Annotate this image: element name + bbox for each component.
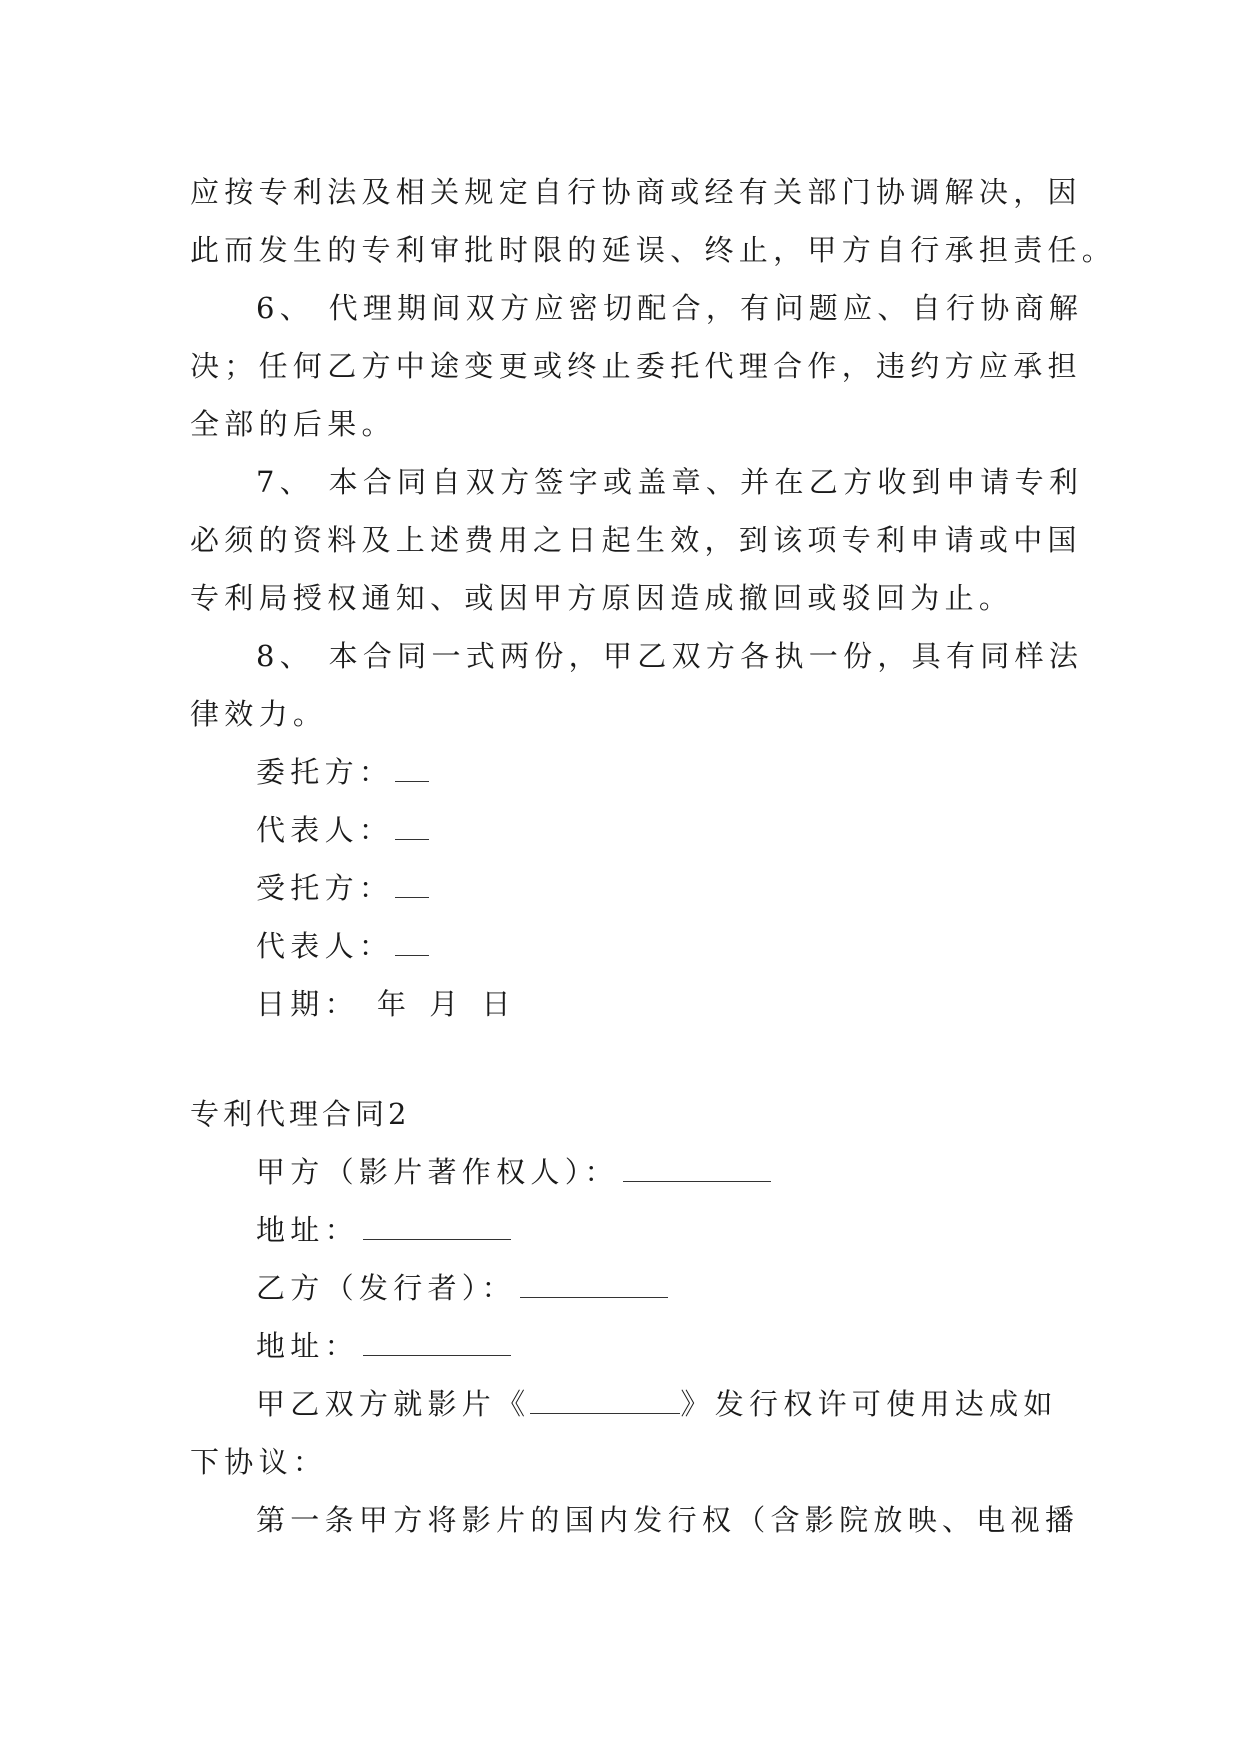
paragraph-8-line-2: 律效力。 xyxy=(190,697,328,731)
address-b-blank xyxy=(363,1333,511,1356)
address-b-label: 地址： xyxy=(256,1329,359,1363)
date-year: 年 xyxy=(376,987,412,1021)
document-body xyxy=(190,163,1117,1549)
signature-client xyxy=(190,743,1050,801)
paragraph-5-line-1: 应按专利法及相关规定自行协商或经有关部门协调解决，因 xyxy=(190,175,1082,209)
client-rep-label: 代表人： xyxy=(256,813,394,847)
signature-client-rep xyxy=(190,801,1050,859)
client-rep-blank xyxy=(395,817,429,840)
date-month: 月 xyxy=(429,987,464,1021)
address-a-blank xyxy=(363,1217,511,1240)
film-title-blank xyxy=(530,1391,680,1414)
party-b-label: 乙方（发行者）： xyxy=(256,1271,516,1305)
party-b-blank xyxy=(520,1275,668,1298)
party-a-label: 甲方（影片著作权人）： xyxy=(256,1155,619,1189)
paragraph-8-line-1: 8、 本合同一式两份，甲乙双方各执一份，具有同样法 xyxy=(256,639,1084,673)
contract-2-title: 专利代理合同2 xyxy=(190,1097,411,1131)
agent-blank xyxy=(395,875,429,898)
agent-label: 受托方： xyxy=(256,871,394,905)
address-a xyxy=(190,1201,1050,1259)
client-label: 委托方： xyxy=(256,755,394,789)
signature-date xyxy=(190,975,1050,1033)
signature-agent-rep xyxy=(190,917,1050,975)
signature-agent xyxy=(190,859,1050,917)
agreement-post: 》发行权许可使用达成如 xyxy=(680,1387,1058,1421)
paragraph-5-line-2: 此而发生的专利审批时限的延误、终止，甲方自行承担责任。 xyxy=(190,233,1117,267)
paragraph-6-line-1: 6、 代理期间双方应密切配合，有问题应、自行协商解 xyxy=(256,291,1084,325)
party-b xyxy=(190,1259,1050,1317)
address-a-label: 地址： xyxy=(256,1213,359,1247)
date-day: 日 xyxy=(481,987,516,1021)
agreement-line-2: 下协议： xyxy=(190,1445,328,1479)
party-a-blank xyxy=(623,1159,771,1182)
date-label: 日期： xyxy=(256,987,359,1021)
address-b xyxy=(190,1317,1050,1375)
article-1-line-1: 第一条甲方将影片的国内发行权（含影院放映、电视播 xyxy=(256,1503,1080,1537)
party-a xyxy=(190,1143,1050,1201)
paragraph-6-line-3: 全部的后果。 xyxy=(190,407,396,441)
agent-rep-label: 代表人： xyxy=(256,929,394,963)
paragraph-7-line-3: 专利局授权通知、或因甲方原因造成撤回或驳回为止。 xyxy=(190,581,1014,615)
agreement-line-1 xyxy=(190,1375,1058,1433)
agent-rep-blank xyxy=(395,933,429,956)
section-gap xyxy=(190,1033,1050,1085)
paragraph-6-line-2: 决；任何乙方中途变更或终止委托代理合作，违约方应承担 xyxy=(190,349,1082,383)
paragraph-7-line-1: 7、 本合同自双方签字或盖章、并在乙方收到申请专利 xyxy=(256,465,1084,499)
paragraph-7-line-2: 必须的资料及上述费用之日起生效，到该项专利申请或中国 xyxy=(190,523,1082,557)
agreement-pre: 甲乙双方就影片《 xyxy=(256,1387,531,1421)
client-blank xyxy=(395,759,429,782)
